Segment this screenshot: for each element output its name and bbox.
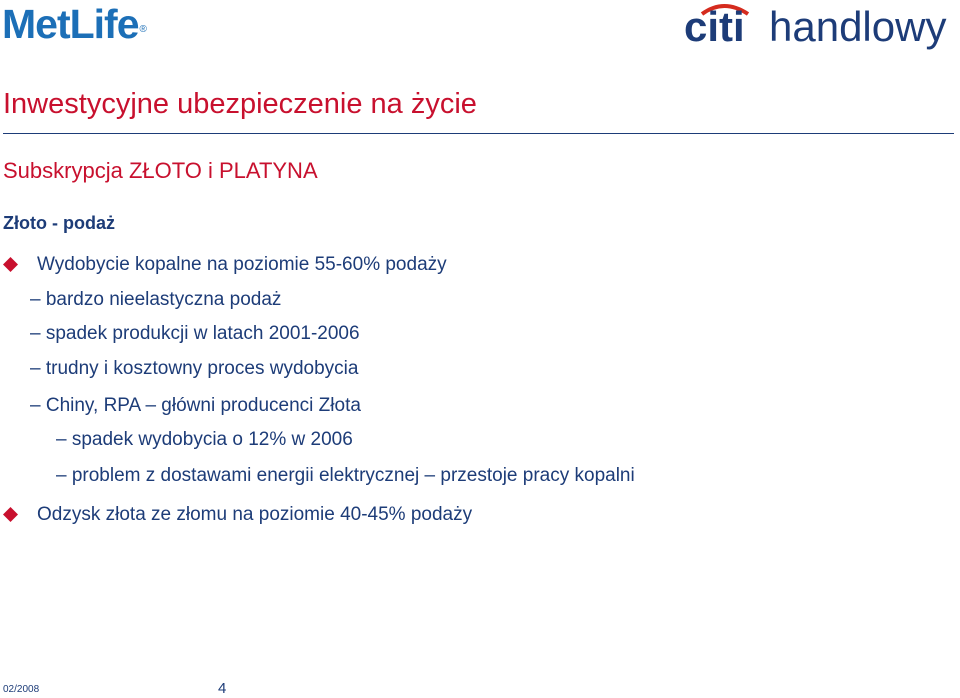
citi-logo-text: citi — [684, 3, 745, 50]
bullet-item-text: – spadek wydobycia o 12% w 2006 — [56, 429, 353, 450]
bullet-item-text: – bardzo nieelastyczna podaż — [30, 289, 282, 310]
metlife-logo-text: MetLife — [2, 1, 139, 47]
bullet-item-text: Odzysk złota ze złomu na poziomie 40-45% podaży — [37, 504, 473, 525]
citi-handlowy-logo — [682, 0, 954, 50]
bullet-item-text: Wydobycie kopalne na poziomie 55-60% podaży — [37, 254, 447, 275]
title-divider — [3, 133, 954, 134]
citi-handlowy-logo-svg — [682, 0, 954, 50]
bullet-item-text: – problem z dostawami energii elektrycznej – przestoje pracy kopalni — [56, 465, 635, 486]
metlife-registered-mark: ® — [139, 24, 146, 35]
page-subtitle: Subskrypcja ZŁOTO i PLATYNA — [3, 158, 318, 183]
page-number: 4 — [218, 680, 227, 697]
bullet-item-text: – trudny i kosztowny proces wydobycia — [30, 358, 359, 379]
footer-date: 02/2008 — [3, 684, 40, 695]
section-heading: Złoto - podaż — [3, 213, 115, 233]
page-title: Inwestycyjne ubezpieczenie na życie — [3, 88, 477, 120]
diamond-bullet-icon — [3, 507, 18, 522]
bullet-item-text: – Chiny, RPA – główni producenci Złota — [30, 395, 361, 416]
metlife-logo — [2, 2, 146, 46]
handlowy-logo-text: handlowy — [769, 3, 947, 50]
diamond-bullet-icon — [3, 257, 18, 272]
bullet-item-text: – spadek produkcji w latach 2001-2006 — [30, 323, 360, 344]
